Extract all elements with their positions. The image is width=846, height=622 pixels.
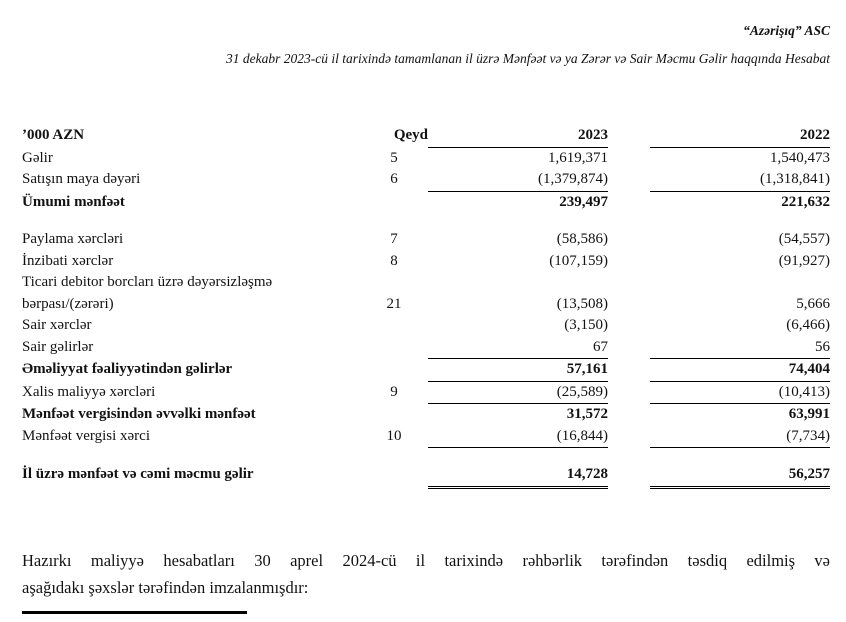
note-cell: 5 bbox=[390, 149, 398, 166]
table-row bbox=[22, 148, 830, 170]
column-gap bbox=[608, 382, 650, 405]
value-2022: 1,540,473 bbox=[770, 149, 830, 166]
table-row bbox=[22, 229, 830, 251]
note-cell bbox=[360, 464, 428, 489]
note-cell bbox=[360, 272, 428, 294]
row-label: Xalis maliyyə xərcləri bbox=[22, 383, 156, 400]
value-2023: 14,728 bbox=[428, 464, 608, 489]
note-cell bbox=[360, 315, 428, 337]
value-2022: 74,404 bbox=[650, 359, 830, 382]
table-row bbox=[22, 315, 830, 337]
column-gap bbox=[608, 148, 650, 170]
approval-paragraph bbox=[22, 547, 830, 601]
column-gap bbox=[608, 426, 650, 449]
column-header-2023: 2023 bbox=[428, 125, 608, 148]
value-2023: 31,572 bbox=[566, 406, 608, 422]
company-name: “Azərişıq” ASC bbox=[743, 23, 830, 38]
table-row bbox=[22, 359, 830, 382]
value-2022: 56,257 bbox=[650, 464, 830, 489]
table-row bbox=[22, 382, 830, 405]
column-gap bbox=[608, 337, 650, 360]
value-2023: (1,379,874) bbox=[428, 169, 608, 192]
row-label: Paylama xərcləri bbox=[22, 231, 124, 247]
note-cell bbox=[360, 337, 428, 360]
value-2022: (1,318,841) bbox=[650, 169, 830, 192]
column-gap bbox=[608, 315, 650, 337]
value-2022 bbox=[650, 272, 830, 294]
document-header bbox=[22, 23, 830, 67]
column-gap bbox=[608, 294, 650, 316]
income-statement-table bbox=[22, 125, 830, 489]
value-2022: 221,632 bbox=[781, 193, 830, 210]
row-label: Sair gəlirlər bbox=[22, 338, 94, 355]
note-cell: 10 bbox=[386, 427, 402, 444]
value-2022: (54,557) bbox=[778, 231, 830, 247]
note-cell bbox=[360, 192, 428, 214]
value-2022: 63,991 bbox=[788, 406, 830, 422]
column-gap bbox=[608, 125, 650, 148]
report-title: 31 dekabr 2023-cü il tarixində tamamlanan il üzrə Mənfəət və ya Zərər və Sair Məcmu Gəlir haqqında Hesabat bbox=[226, 51, 830, 66]
value-2023: 239,497 bbox=[559, 193, 608, 210]
table-row bbox=[22, 337, 830, 360]
table-row bbox=[22, 426, 830, 449]
table-row bbox=[22, 251, 830, 273]
column-gap bbox=[608, 229, 650, 251]
column-gap bbox=[608, 272, 650, 294]
row-label: bərpası/(zərəri) bbox=[22, 295, 114, 312]
approval-line-1: Hazırkı maliyyə hesabatları 30 aprel 2024-cü il tarixində rəhbərlik tərəfindən təsdiq edilmiş və bbox=[22, 551, 830, 570]
column-gap bbox=[608, 404, 650, 426]
value-2022: 56 bbox=[650, 337, 830, 360]
row-label: Satışın maya dəyəri bbox=[22, 171, 141, 187]
value-2023: (16,844) bbox=[428, 426, 608, 449]
column-gap bbox=[608, 251, 650, 273]
column-gap bbox=[608, 169, 650, 192]
table-row bbox=[22, 272, 830, 294]
value-2023: (58,586) bbox=[556, 231, 608, 247]
row-label: İnzibati xərclər bbox=[22, 252, 114, 269]
table-header-row bbox=[22, 125, 830, 148]
value-2022: (6,466) bbox=[786, 317, 830, 333]
row-label: Mənfəət vergisi xərci bbox=[22, 427, 151, 444]
signature-line bbox=[22, 611, 247, 614]
value-2022: (91,927) bbox=[778, 252, 830, 269]
row-label: Əməliyyat fəaliyyətindən gəlirlər bbox=[22, 361, 233, 377]
approval-line-2: aşağıdakı şəxslər tərəfindən imzalanmışdır: bbox=[22, 578, 309, 597]
column-gap bbox=[608, 464, 650, 489]
table-row bbox=[22, 464, 830, 489]
note-cell: 8 bbox=[390, 252, 398, 269]
note-cell: 7 bbox=[390, 231, 398, 247]
column-header-2022: 2022 bbox=[650, 125, 830, 148]
row-label: Sair xərclər bbox=[22, 317, 92, 333]
note-cell: 21 bbox=[386, 295, 402, 312]
value-2023: (107,159) bbox=[549, 252, 608, 269]
note-cell: 9 bbox=[390, 383, 398, 400]
column-gap bbox=[608, 359, 650, 382]
row-label: Gəlir bbox=[22, 149, 53, 166]
spacer-row bbox=[22, 213, 830, 229]
column-header-units: ’000 AZN bbox=[22, 127, 85, 143]
value-2022: 5,666 bbox=[796, 295, 830, 312]
spacer-row bbox=[22, 448, 830, 464]
value-2023: (3,150) bbox=[564, 317, 608, 333]
note-cell: 6 bbox=[390, 171, 398, 187]
value-2023: (25,589) bbox=[428, 382, 608, 405]
row-label: İl üzrə mənfəət və cəmi məcmu gəlir bbox=[22, 466, 254, 482]
value-2023: 57,161 bbox=[428, 359, 608, 382]
value-2023: 67 bbox=[428, 337, 608, 360]
value-2023 bbox=[428, 272, 608, 294]
value-2022: (7,734) bbox=[650, 426, 830, 449]
table-row bbox=[22, 294, 830, 316]
note-cell bbox=[360, 359, 428, 382]
value-2023: 1,619,371 bbox=[548, 149, 608, 166]
value-2023: (13,508) bbox=[556, 295, 608, 312]
table-row bbox=[22, 192, 830, 214]
column-header-note: Qeyd bbox=[393, 127, 428, 143]
table-row bbox=[22, 169, 830, 192]
table-row bbox=[22, 404, 830, 426]
note-cell bbox=[360, 404, 428, 426]
value-2022: (10,413) bbox=[650, 382, 830, 405]
row-label: Ümumi mənfəət bbox=[22, 193, 125, 210]
row-label: Ticari debitor borcları üzrə dəyərsizləşmə bbox=[22, 274, 273, 290]
column-gap bbox=[608, 192, 650, 214]
row-label: Mənfəət vergisindən əvvəlki mənfəət bbox=[22, 406, 256, 422]
